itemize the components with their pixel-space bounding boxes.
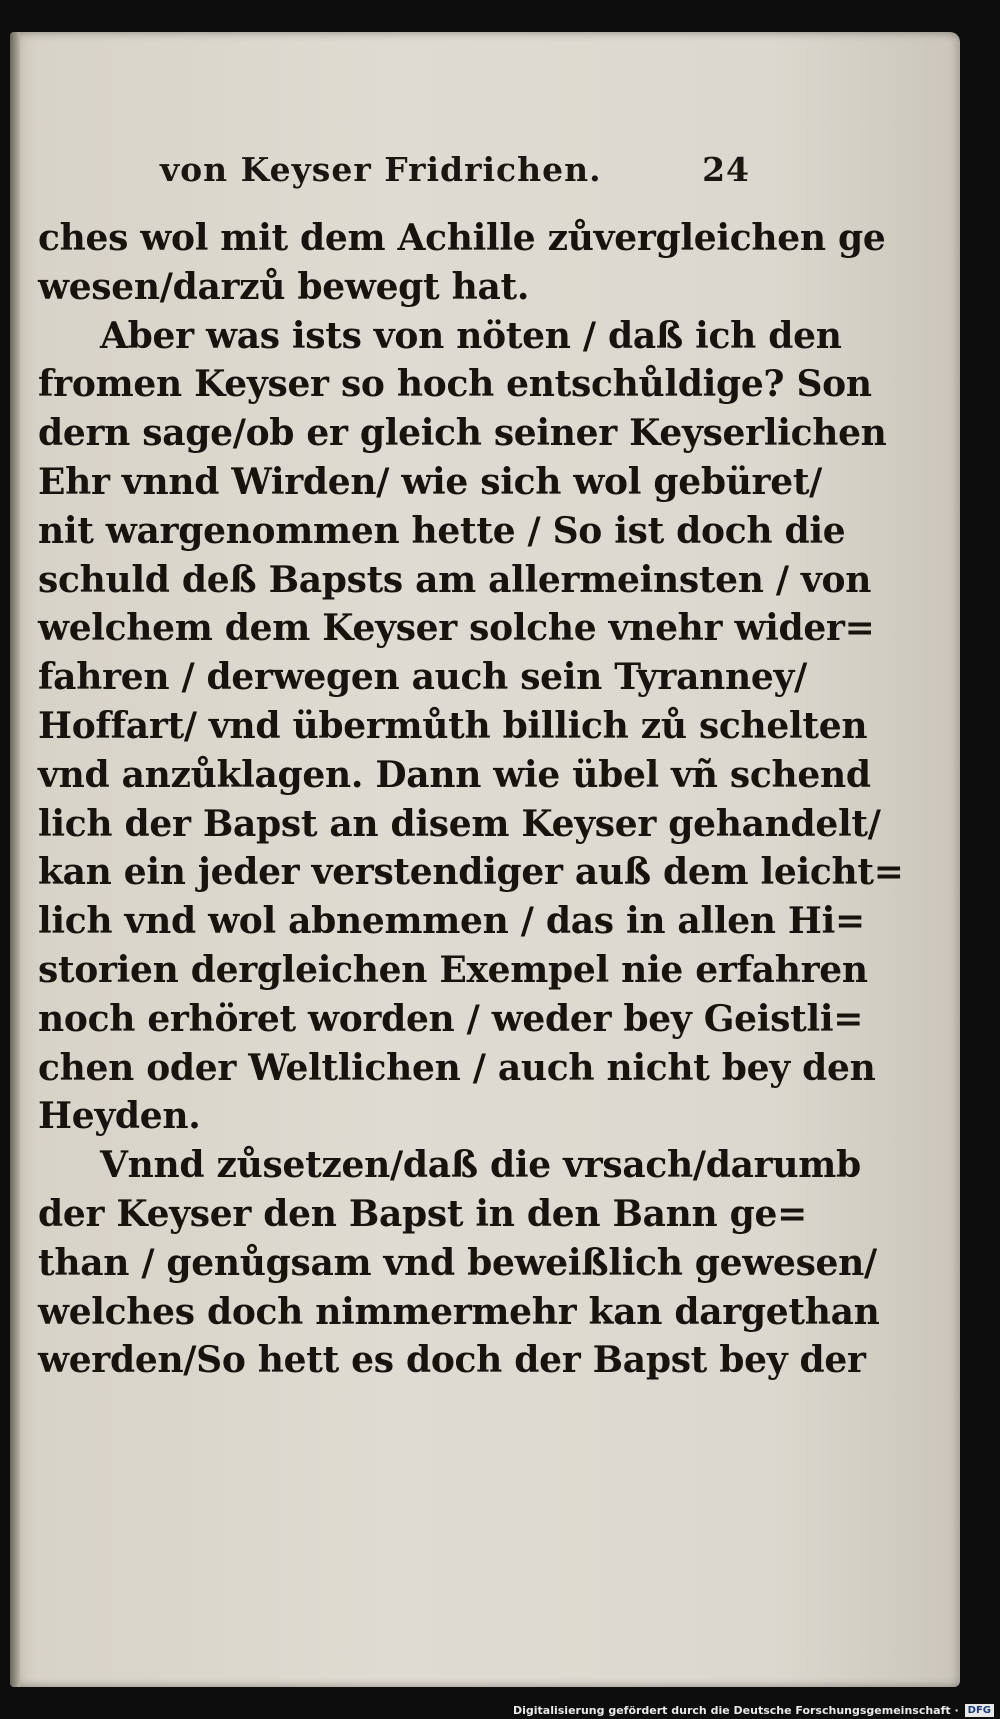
text-line: lich vnd wol abnemmen / das in allen Hi=	[38, 900, 865, 943]
text-line: werden/So hett es doch der Bapst bey der	[38, 1339, 866, 1382]
text-line: kan ein jeder verstendiger auß dem leicht=	[38, 851, 904, 894]
running-head-title: von Keyser Fridrichen.	[160, 150, 602, 189]
text-line: storien dergleichen Exempel nie erfahren	[38, 948, 868, 991]
text-line: fahren / derwegen auch sein Tyranney/	[38, 656, 807, 699]
digitization-footer	[513, 1704, 994, 1717]
text-line: der Keyser den Bapst in den Bann ge=	[38, 1192, 807, 1235]
text-line: lich der Bapst an disem Keyser gehandelt/	[38, 802, 881, 845]
text-line: nit wargenommen hette / So ist doch die	[38, 509, 846, 552]
text-line: welches doch nimmermehr kan dargethan	[38, 1290, 880, 1333]
text-line: vnd anzůklagen. Dann wie übel vñ schend	[38, 753, 871, 796]
text-line: schuld deß Bapsts am allermeinsten / von	[38, 558, 872, 601]
page-number: 24	[702, 150, 750, 189]
text-line: chen oder Weltlichen / auch nicht bey den	[38, 1046, 876, 1089]
text-line: Hoffart/ vnd übermůth billich zů schelten	[38, 704, 868, 747]
body-text	[38, 214, 904, 1385]
text-line: wesen/darzů bewegt hat.	[38, 265, 530, 308]
text-line: welchem dem Keyser solche vnehr wider=	[38, 607, 875, 650]
text-line: ches wol mit dem Achille zůvergleichen ge	[38, 217, 886, 259]
text-line: noch erhöret worden / weder bey Geistli=	[38, 997, 864, 1040]
running-head	[160, 150, 750, 189]
text-line: Aber was ists von nöten / daß ich den	[100, 314, 842, 357]
book-page	[10, 32, 960, 1687]
text-line: Heyden.	[38, 1095, 201, 1138]
page-gutter	[10, 32, 20, 1687]
text-line: dern sage/ob er gleich seiner Keyserlichen	[38, 412, 887, 455]
text-line: Ehr vnnd Wirden/ wie sich wol gebüret/	[38, 460, 823, 503]
text-line: fromen Keyser so hoch entschůldige? Son	[38, 363, 872, 406]
footer-credit: Digitalisierung gefördert durch die Deutsche Forschungsgemeinschaft ·	[512, 1704, 959, 1717]
text-line: Vnnd zůsetzen/daß die vrsach/darumb	[100, 1144, 861, 1187]
dfg-logo: DFG	[965, 1704, 994, 1717]
text-line: than / genůgsam vnd beweißlich gewesen/	[38, 1241, 877, 1284]
